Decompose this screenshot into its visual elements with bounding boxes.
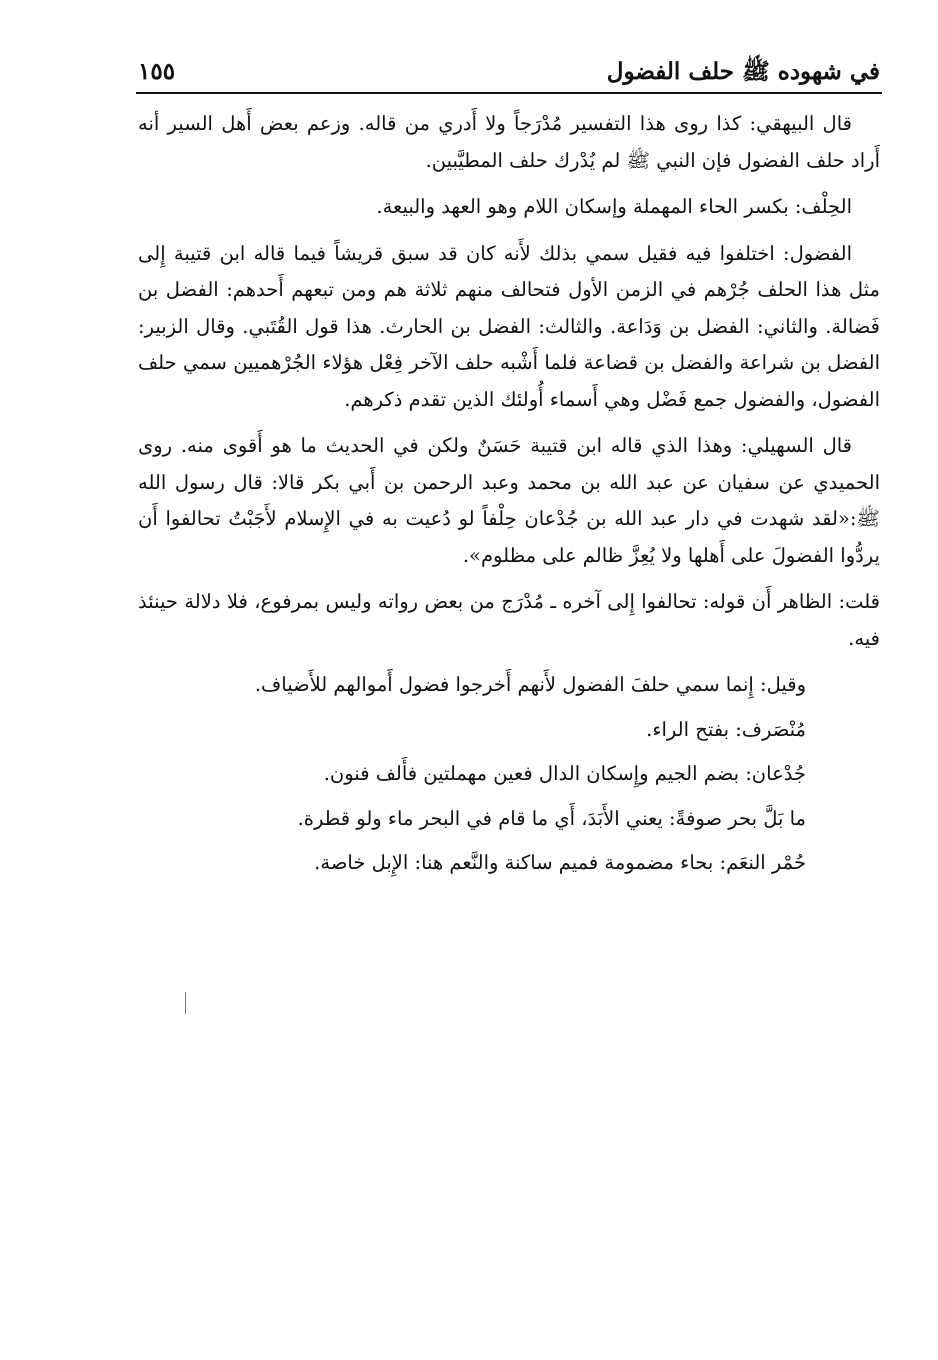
running-title: في شهوده ﷺ حلف الفضول [606,58,880,85]
paragraph-hilf-definition: الحِلْف: بكسر الحاء المهملة وإسكان اللام وهو العهد والبيعة. [376,195,852,218]
header-rule [136,92,882,94]
main-text [138,106,880,890]
glossary-item: وقيل: إِنما سمي حلفَ الفضول لأَنهم أَخرجوا فضول أَموالهم للأَضياف. [254,673,806,696]
page-number: ١٥٥ [138,58,176,85]
paragraph-suhayli: قال السهيلي: وهذا الذي قاله ابن قتيبة حَسَنٌ ولكن في الحديث ما هو أَقوى منه. روى الحميدي عن سفيان عن عبد الله بن محمد وعبد الرحمن بن أَبي بكر قالا: قال رسول الله ﷺ:«لقد شهدت في دار عبد الله بن جُدْعان حِلْفاً لو دُعيت به في الإِسلام لأَجَبْتُ تحالفوا أَن يردُّوا الفضولَ على أَهلها ولا يُعِزَّ ظالم على مظلوم». [138,434,880,567]
glossary-item: مُنْصَرف: بفتح الراء. [646,717,806,741]
glossary-list [138,667,806,882]
running-header [138,52,880,92]
paragraph-author-note: قلت: الظاهر أَن قوله: تحالفوا إِلى آخره ـ مُدْرَج من بعض رواته وليس بمرفوع، فلا دلالة حينئذ فيه. [138,590,880,650]
glossary-item: حُمْر النعَم: بحاء مضمومة فميم ساكنة والنَّعم هنا: الإِبل خاصة. [314,851,806,874]
paragraph-fudul-definition: الفضول: اختلفوا فيه فقيل سمي بذلك لأَنه كان قد سبق قريشاً فيما قاله ابن قتيبة إِلى مثل هذا الحلف جُرْهم في الزمن الأول فتحالف منهم ثلاثة هم ومن تبعهم أَحدهم: الفضل بن فَضالة. والثاني: الفضل بن وَدَاعة. والثالث: الفضل بن الحارث. هذا قول القُتَبي. وقال الزبير: الفضل بن شراعة والفضل بن قضاعة فلما أَشْبه حلف الآخر فِعْل هؤلاء الجُرْهميين سمي حلف الفضول، والفضول جمع فَضْل وهي أَسماء أُولئك الذين تقدم ذكرهم. [138,241,880,411]
glossary-item: جُدْعان: بضم الجيم وإِسكان الدال فعين مهملتين فأَلف فنون. [323,762,806,785]
paragraph-bayhaqi: قال البيهقي: كذا روى هذا التفسير مُدْرَجاً ولا أَدري من قاله. وزعم بعض أَهل السير أنه أَراد حلف الفضول فإن النبي ﷺ لم يُدْرك حلف المطيَّبين. [138,112,880,172]
scan-artifact [185,992,186,1014]
glossary-item: ما بَلَّ بحر صوفةً: يعني الأَبَدَ، أَي ما قام في البحر ماء ولو قطرة. [297,806,806,830]
